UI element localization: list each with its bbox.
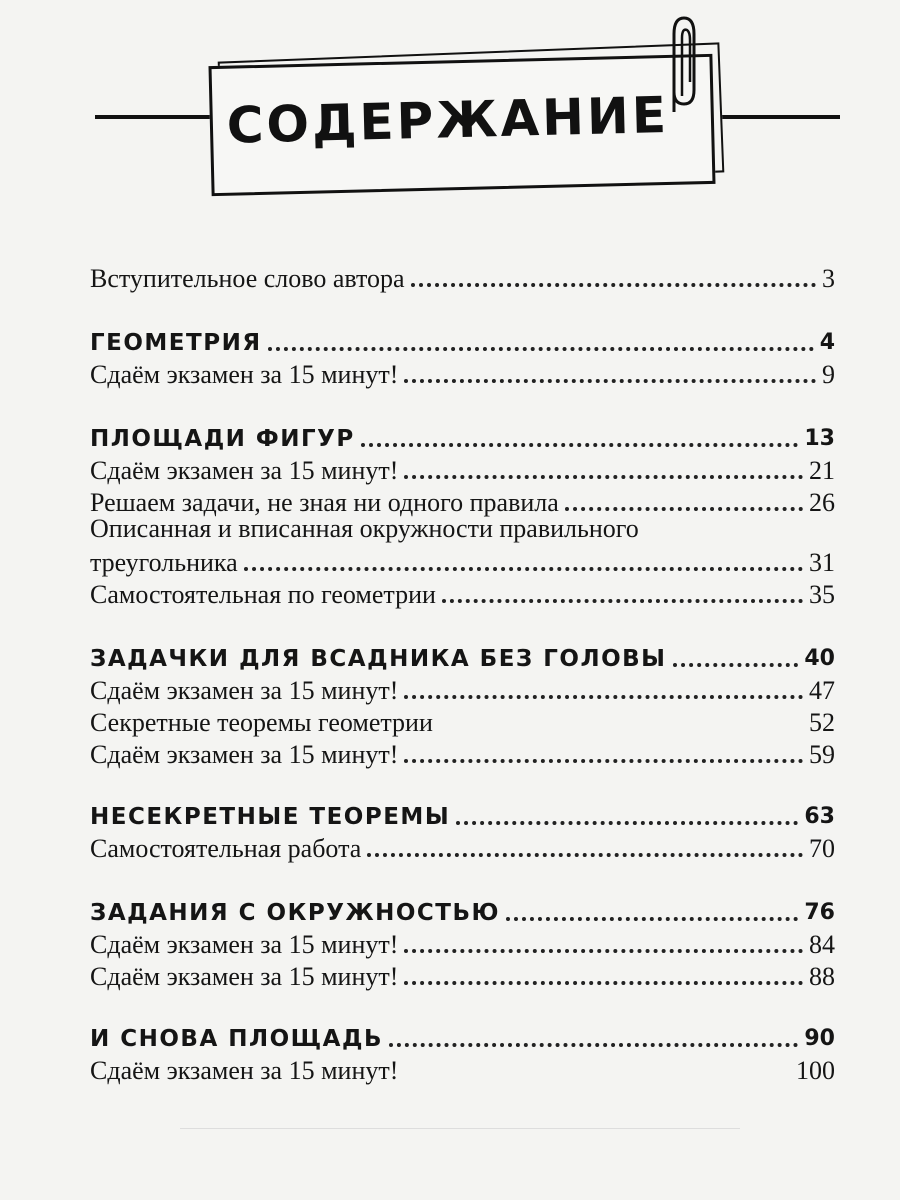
toc-entry[interactable] bbox=[90, 830, 835, 864]
toc-section-page: 76 bbox=[804, 900, 835, 925]
dot-leader bbox=[506, 917, 798, 921]
toc-section-page: 63 bbox=[804, 804, 835, 829]
toc-section-label: НЕСЕКРЕТНЫЕ ТЕОРЕМЫ bbox=[90, 804, 451, 830]
page-bottom-divider bbox=[180, 1128, 740, 1129]
toc-entry-label: Сдаём экзамен за 15 минут! bbox=[90, 930, 399, 959]
toc-section-geometry[interactable] bbox=[90, 324, 835, 358]
toc-entry-label: Сдаём экзамен за 15 минут! bbox=[90, 1056, 399, 1085]
toc-entry-label: Секретные теоремы геометрии bbox=[90, 708, 433, 737]
toc-entry[interactable] bbox=[90, 544, 835, 578]
toc-entry-page: 35 bbox=[809, 580, 835, 609]
dot-leader bbox=[389, 1043, 798, 1047]
toc-entry-page: 70 bbox=[809, 834, 835, 863]
toc-section-label: ГЕОМЕТРИЯ bbox=[90, 330, 262, 356]
toc-section-label: ЗАДАНИЯ С ОКРУЖНОСТЬЮ bbox=[90, 900, 501, 926]
toc-entry-label: Самостоятельная по геометрии bbox=[90, 580, 436, 609]
paperclip-icon bbox=[660, 12, 700, 122]
dot-leader bbox=[244, 567, 803, 571]
dot-leader bbox=[411, 283, 816, 287]
toc-entry-label: Вступительное слово автора bbox=[90, 264, 405, 293]
dot-leader bbox=[404, 695, 803, 699]
toc-entry[interactable] bbox=[90, 576, 835, 610]
toc-entry[interactable] bbox=[90, 926, 835, 960]
dot-leader bbox=[565, 507, 803, 511]
dot-leader bbox=[404, 949, 803, 953]
title-card-front bbox=[208, 54, 715, 196]
toc-section-page: 90 bbox=[804, 1026, 835, 1051]
toc-section-circle[interactable] bbox=[90, 894, 835, 928]
toc-entry-page: 59 bbox=[809, 740, 835, 769]
toc-entry-label: Самостоятельная работа bbox=[90, 834, 362, 863]
toc-entry-label: Решаем задачи, не зная ни одного правила bbox=[90, 488, 559, 517]
dot-leader bbox=[456, 821, 798, 825]
toc-entry[interactable] bbox=[90, 704, 835, 738]
toc-entry-page: 9 bbox=[822, 360, 835, 389]
title-rule-right bbox=[715, 115, 840, 119]
toc-entry-intro[interactable] bbox=[90, 260, 835, 294]
toc-entry-label: Сдаём экзамен за 15 минут! bbox=[90, 740, 399, 769]
toc-section-theorems[interactable] bbox=[90, 798, 835, 832]
toc-entry-label: треугольника bbox=[90, 548, 238, 577]
title-rule-left bbox=[95, 115, 215, 119]
dot-leader bbox=[404, 475, 803, 479]
toc-section-areas[interactable] bbox=[90, 420, 835, 454]
toc-entry-page: 100 bbox=[796, 1056, 835, 1085]
toc-entry-label: Сдаём экзамен за 15 минут! bbox=[90, 360, 399, 389]
title-card bbox=[220, 52, 720, 180]
dot-leader bbox=[404, 379, 816, 383]
toc-section-label: ЗАДАЧКИ ДЛЯ ВСАДНИКА БЕЗ ГОЛОВЫ bbox=[90, 646, 667, 672]
toc-entry[interactable] bbox=[90, 736, 835, 770]
dot-leader bbox=[442, 599, 803, 603]
dot-leader bbox=[404, 1075, 790, 1079]
toc-entry[interactable] bbox=[90, 958, 835, 992]
toc-section-label: ПЛОЩАДИ ФИГУР bbox=[90, 426, 355, 452]
toc-entry[interactable] bbox=[90, 356, 835, 390]
toc-section-page: 13 bbox=[804, 426, 835, 451]
toc-section-label: И СНОВА ПЛОЩАДЬ bbox=[90, 1026, 383, 1052]
toc-entry[interactable] bbox=[90, 484, 835, 518]
toc-entry[interactable] bbox=[90, 1052, 835, 1086]
toc-section-area-again[interactable] bbox=[90, 1020, 835, 1054]
dot-leader bbox=[268, 347, 814, 351]
toc-entry-label-line1: Описанная и вписанная окружности правильного bbox=[90, 514, 639, 543]
toc-entry-page: 88 bbox=[809, 962, 835, 991]
toc-section-page: 40 bbox=[804, 646, 835, 671]
toc-entry-page: 31 bbox=[809, 548, 835, 577]
toc-entry-label: Сдаём экзамен за 15 минут! bbox=[90, 962, 399, 991]
toc-entry[interactable] bbox=[90, 452, 835, 486]
dot-leader bbox=[439, 727, 803, 731]
toc-entry-page: 84 bbox=[809, 930, 835, 959]
page-title: СОДЕРЖАНИЕ bbox=[226, 85, 670, 155]
toc-entry-label: Сдаём экзамен за 15 минут! bbox=[90, 676, 399, 705]
toc-section-headless-rider[interactable] bbox=[90, 640, 835, 674]
toc-entry-page: 26 bbox=[809, 488, 835, 517]
toc-entry-page: 21 bbox=[809, 456, 835, 485]
dot-leader bbox=[404, 759, 803, 763]
toc-section-page: 4 bbox=[819, 330, 835, 355]
toc-entry-label: Сдаём экзамен за 15 минут! bbox=[90, 456, 399, 485]
toc-entry[interactable] bbox=[90, 672, 835, 706]
dot-leader bbox=[404, 981, 803, 985]
dot-leader bbox=[361, 443, 799, 447]
dot-leader bbox=[673, 663, 799, 667]
toc-entry-page: 47 bbox=[809, 676, 835, 705]
toc-entry-page: 52 bbox=[809, 708, 835, 737]
dot-leader bbox=[367, 853, 803, 857]
toc-entry-page: 3 bbox=[822, 264, 835, 293]
